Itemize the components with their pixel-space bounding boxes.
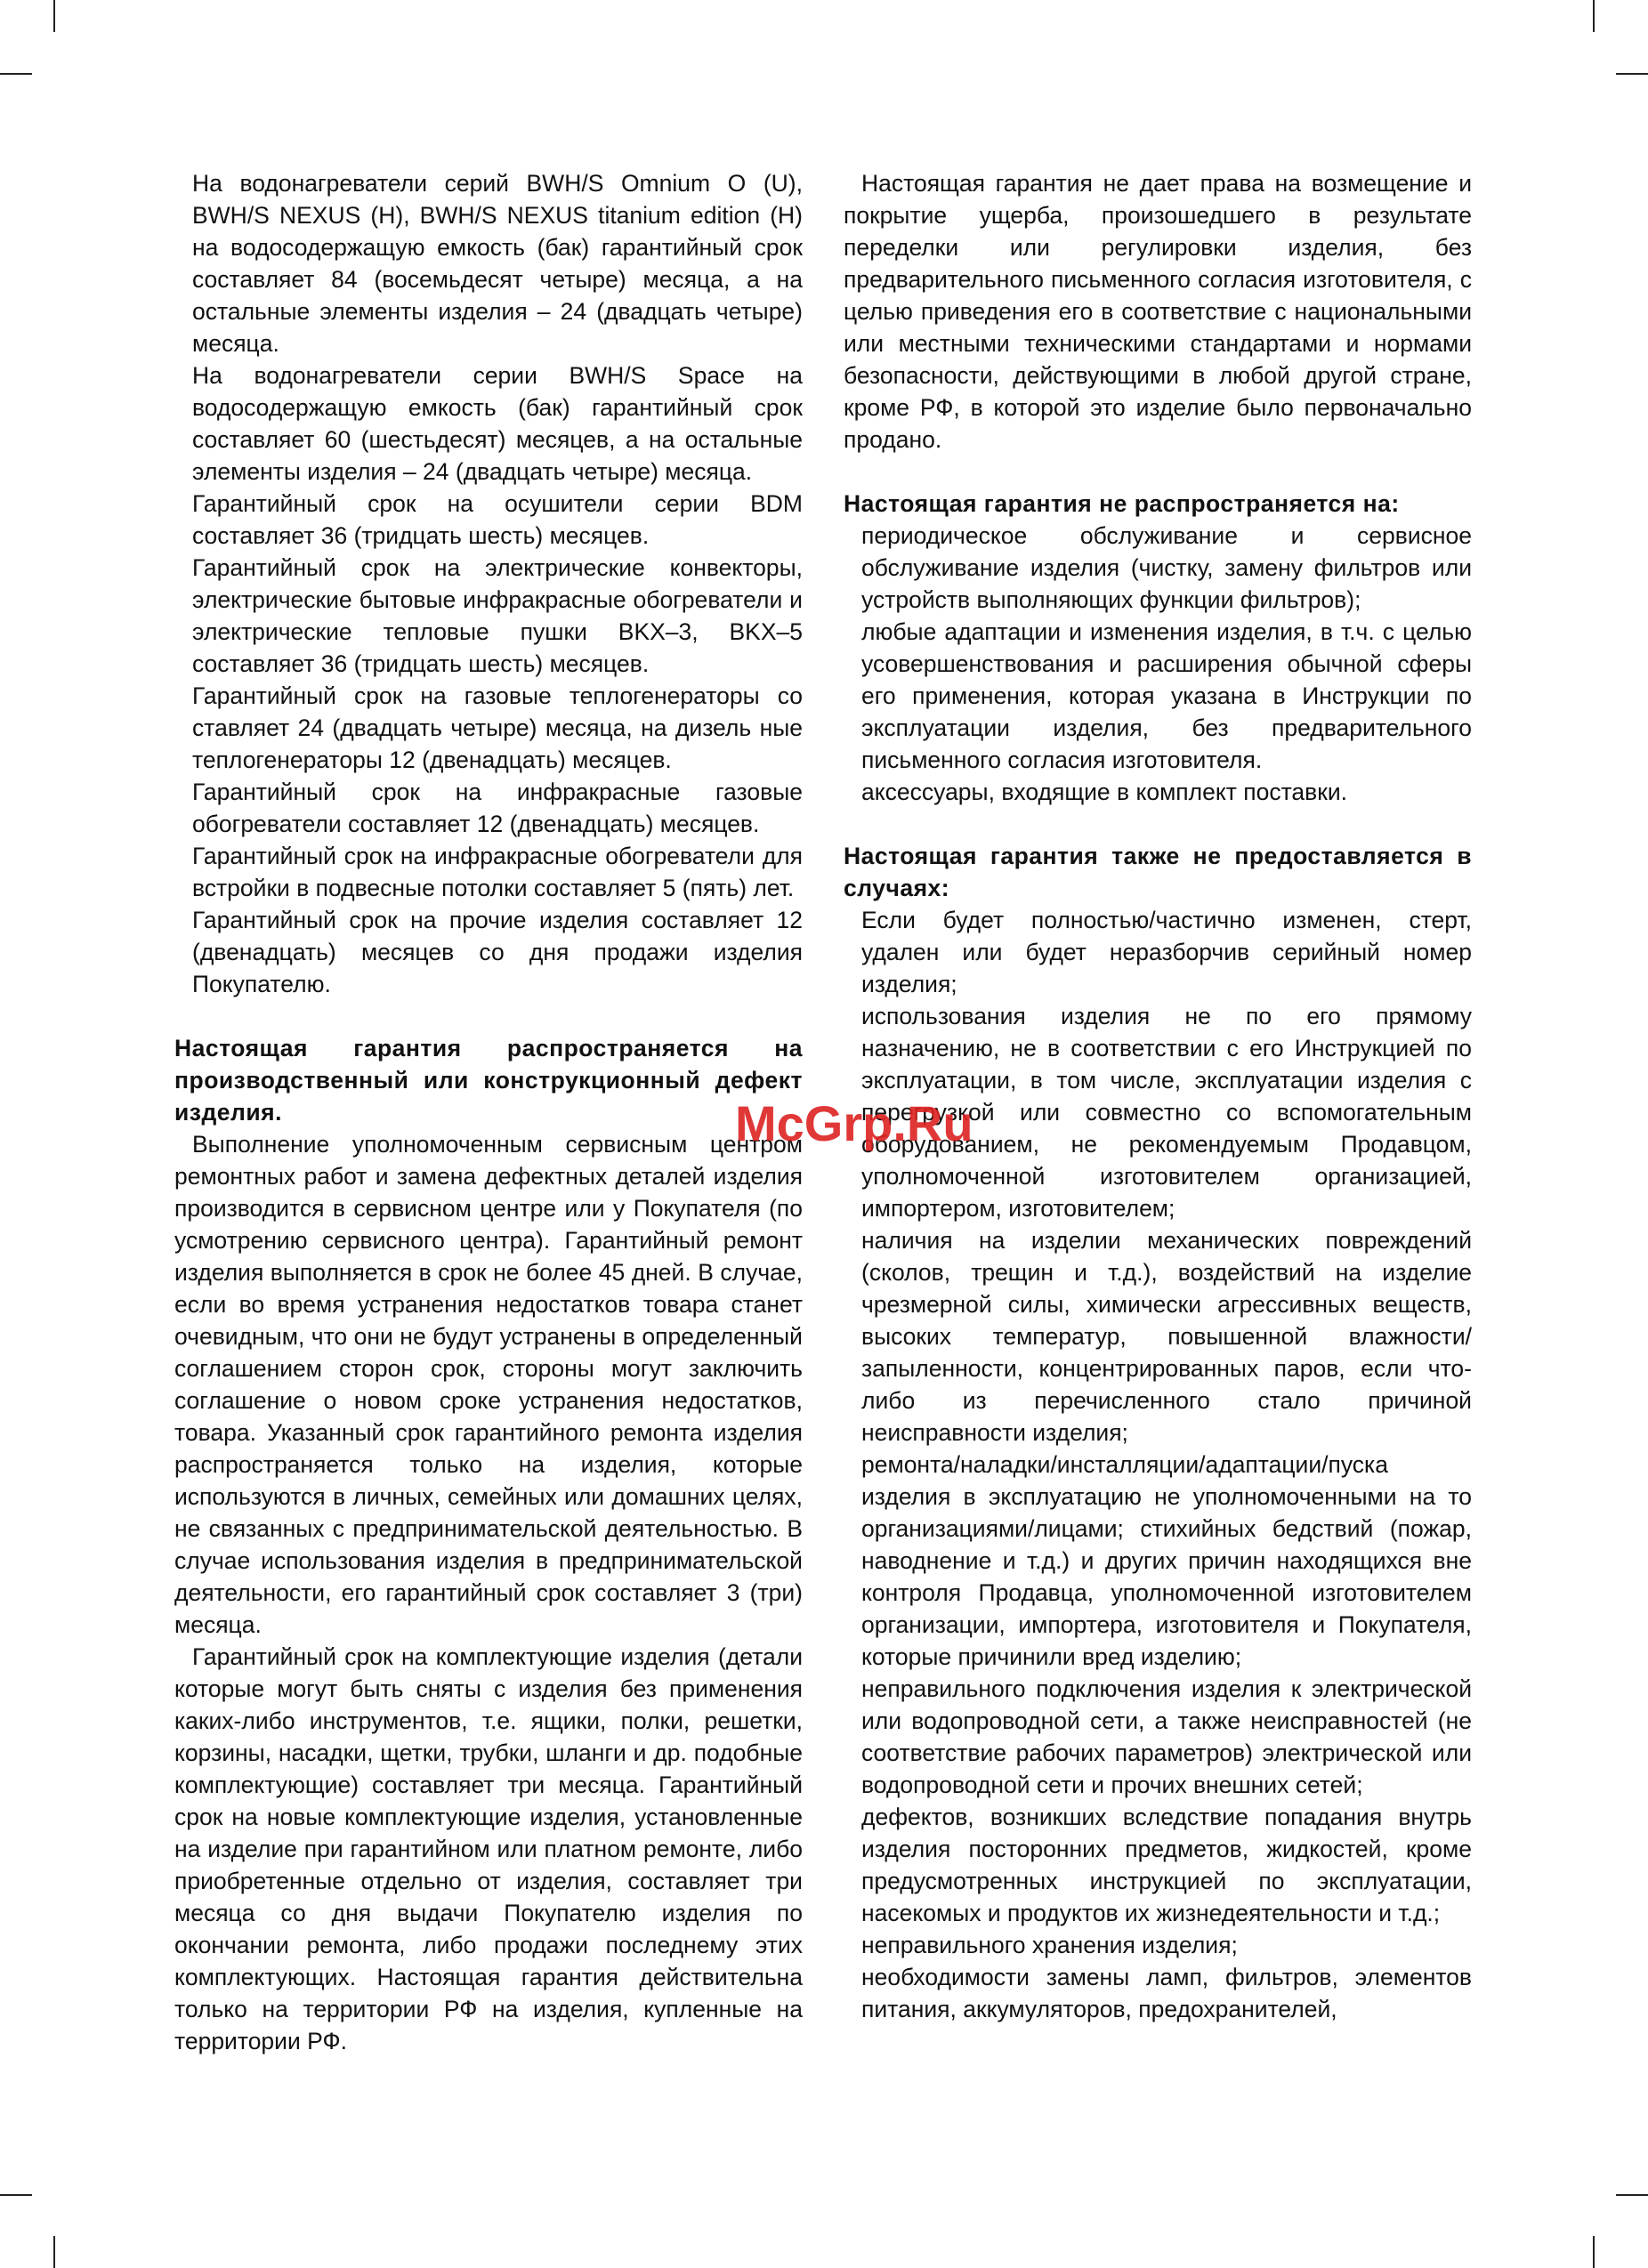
list-item: дефектов, возникших вследствие попадания внутрь изделия посторонних предметов, жидкостей, кроме предусмотренных инструкцией по эксплуатации, насекомых и продуктов их жизнедеятельности и т.д.; xyxy=(861,1804,1472,1926)
term-infrared-ceiling: Гарантийный срок на инфракрасные обогреватели для встройки в подвесные потолки составляет 5 (пять) лет. xyxy=(192,843,803,901)
warranty-terms-list xyxy=(174,167,803,1000)
list-item: Если будет полностью/частично изменен, стерт, удален или будет неразборчив серийный номер изделия; xyxy=(861,907,1472,997)
paragraph-no-damage-compensation: Настоящая гарантия не дает права на возмещение и покрытие ущерба, произошедшего в результате переделки или регулировки изделия, без предварительного письменного согласия изготовителя, с целью приведения его в соответствие с национальными или местными техническими стандартами и нормами безопасности, действующими в любой другой стране, кроме РФ, в которой это изделие было первоначально продано. xyxy=(844,170,1472,453)
list-item: периодическое обслуживание и сервисное обслуживание изделия (чистку, замену фильтров или устройств выполняющих функции фильтров); xyxy=(861,522,1472,613)
term-convectors: Гарантийный срок на электрические конвекторы, электрические бытовые инфракрасные обогреватели и электрические тепловые пушки BKX–3, BKX–5 составляет 36 (тридцать шесть) месяцев. xyxy=(192,554,803,677)
crop-mark-top-right-h xyxy=(1616,73,1648,75)
paragraph-repair-terms: Выполнение уполномоченным сервисным центром ремонтных работ и замена дефектных деталей изделия производится в сервисном центре или у Покупателя (по усмотрению сервисного центра). Гарантийный ремонт изделия выполняется в срок не более 45 дней. В случае, если во время устранения недостатков товара станет очевидным, что они не будут устранены в определенный соглашением сторон срок, стороны могут заключить соглашение о новом сроке устранения недостатков, товара. Указанный срок гарантийного ремонта изделия распространяется только на изделия, которые используются в личных, семейных или домашних целях, не связанных с предпринимательской деятельностью. В случае использования изделия в предпринимательской деятельности, его гарантийный срок составляет 3 (три) месяца. xyxy=(174,1131,803,1638)
not-provided-list xyxy=(844,904,1472,2025)
list-item: любые адаптации и изменения изделия, в т.ч. с целью усовершенствования и расширения обычной сферы его применения, которая указана в Инструкции по эксплуатации изделия, без предварительного письменного согласия изготовителя. xyxy=(861,618,1472,773)
crop-mark-top-left-h xyxy=(0,73,32,75)
term-dehumidifiers: Гарантийный срок на осушители серии BDM составляет 36 (тридцать шесть) месяцев. xyxy=(192,490,803,549)
paragraph-components-terms: Гарантийный срок на комплектующие изделия (детали которые могут быть сняты с изделия без применения каких-либо инструментов, т.е. ящики, полки, решетки, корзины, насадки, щетки, трубки, шланги и др. подобные комплектующие) составляет три месяца. Гарантийный срок на новые комплектующие изделия, установленные на изделие при гарантийном или платном ремонте, либо приобретенные отдельно от изделия, составляет три месяца со дня выдачи Покупателю изделия по окончании ремонта, либо продажи последнему этих комплектующих. Настоящая гарантия действительна только на территории РФ на изделия, купленные на территории РФ. xyxy=(174,1643,803,2054)
crop-mark-bottom-right xyxy=(1593,2236,1595,2268)
watermark-text: McGrp.Ru xyxy=(735,1095,973,1151)
term-omnium-nexus: На водонагреватели серий BWH/S Omnium O (U), BWH/S NEXUS (H), BWH/S NEXUS titanium edition (H) на водосодержащую емкость (бак) гарантийный срок составляет 84 (восемьдесят четыре) месяца, а на остальные элементы изделия – 24 (двадцать четыре) месяца. xyxy=(192,170,803,357)
exclusions-list xyxy=(844,520,1472,808)
crop-mark-top-left xyxy=(53,0,55,32)
crop-mark-bottom-right-h xyxy=(1616,2194,1648,2196)
list-item: неправильного хранения изделия; xyxy=(861,1932,1238,1958)
term-infrared-gas: Гарантийный срок на инфракрасные газовые обогреватели составляет 12 (двенадцать) месяцев. xyxy=(192,779,803,837)
list-item: ремонта/наладки/инсталляции/адаптации/пуска изделия в эксплуатацию не уполномоченными на то организациями/лицами; стихийных бедствий (пожар, наводнение и т.д.) и других причин находящихся вне контроля Продавца, уполномоченной изготовителем организации, импортера, изготовителя и Покупателя, которые причинили вред изделию; xyxy=(861,1451,1472,1670)
heading-warranty-not-provided: Настоящая гарантия также не предоставляется в случаях: xyxy=(844,843,1472,901)
list-item: необходимости замены ламп, фильтров, элементов питания, аккумуляторов, предохранителей, xyxy=(861,1964,1472,2022)
heading-warranty-scope: Настоящая гарантия распространяется на производственный или конструкционный дефект изделия. xyxy=(174,1035,803,1126)
crop-mark-bottom-left xyxy=(53,2236,55,2268)
term-gas-heat-generators: Гарантийный срок на газовые теплогенераторы со ставляет 24 (двадцать четыре) месяца, на дизель ные теплогенераторы 12 (двенадцать) месяцев. xyxy=(192,682,803,773)
list-item: неправильного подключения изделия к электрической или водопроводной сети, а также неисправностей (не соответствие рабочих параметров) электрической или водопроводной сети и прочих внешних сетей; xyxy=(861,1675,1472,1798)
left-column xyxy=(174,167,803,2057)
term-space: На водонагреватели серии BWH/S Space на водосодержащую емкость (бак) гарантийный срок составляет 60 (шестьдесят) месяцев, а на остальные элементы изделия – 24 (двадцать четыре) месяца. xyxy=(192,362,803,485)
crop-mark-bottom-left-h xyxy=(0,2194,32,2196)
term-other-products: Гарантийный срок на прочие изделия составляет 12 (двенадцать) месяцев со дня продажи изделия Покупателю. xyxy=(192,907,803,997)
list-item: аксессуары, входящие в комплект поставки. xyxy=(861,779,1348,805)
crop-mark-top-right xyxy=(1593,0,1595,32)
heading-warranty-exclusions: Настоящая гарантия не распространяется на: xyxy=(844,490,1400,517)
list-item: использования изделия не по его прямому назначению, не в соответствии с его Инструкцией по эксплуатации, в том числе, эксплуатации изделия с перегрузкой или совместно со вспомогательным оборудованием, не рекомендуемым Продавцом, уполномоченной изготовителем организацией, импортером, изготовителем; xyxy=(861,1003,1472,1222)
list-item: наличия на изделии механических повреждений (сколов, трещин и т.д.), воздействий на изделие чрезмерной силы, химически агрессивных веществ, высоких температур, повышенной влажности/запыленности, концентрированных паров, если что-либо из перечисленного стало причиной неисправности изделия; xyxy=(861,1227,1472,1446)
